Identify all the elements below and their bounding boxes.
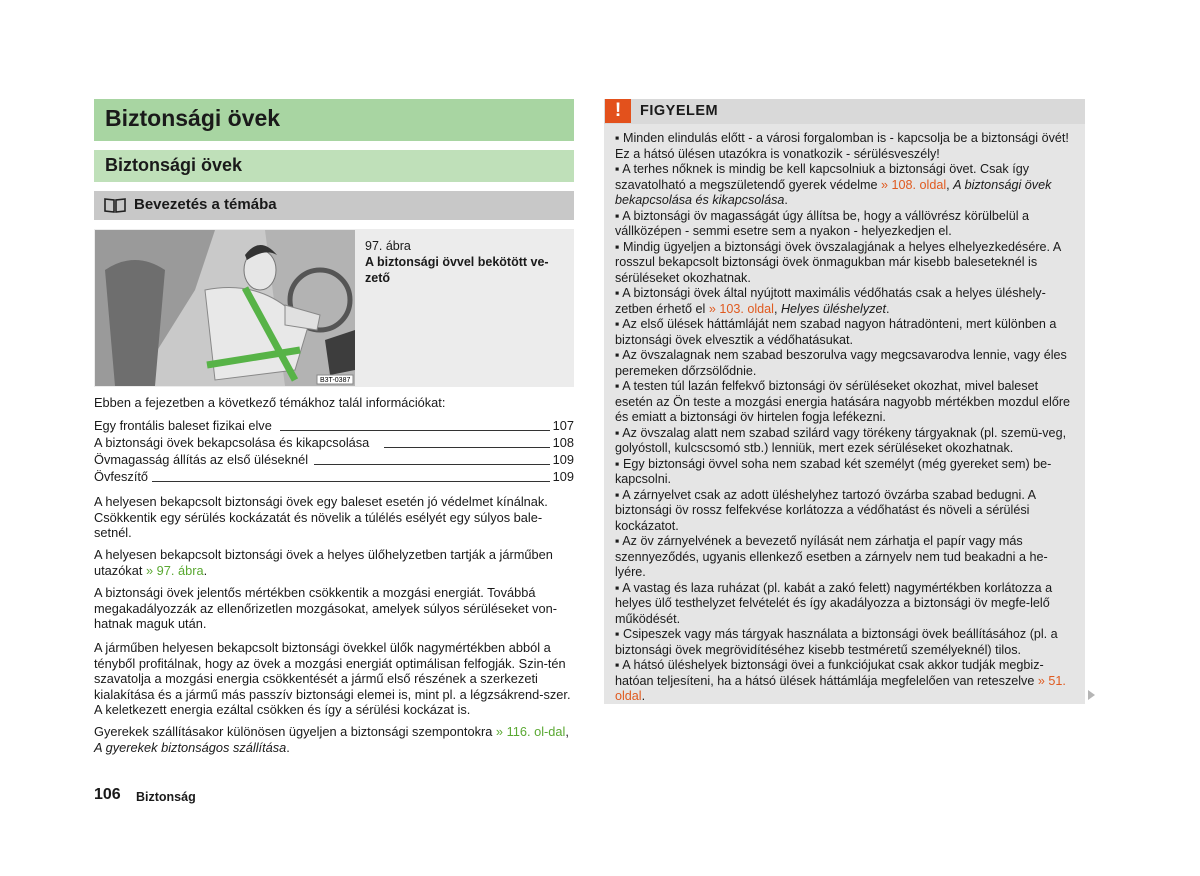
warning-item: ▪ A vastag és laza ruházat (pl. kabát a zakó felett) nagymértékben korlátozza a helyes ülő testhelyzet felvételét és így akadályozza a biztonsági öv megfe-lelő működését. (615, 580, 1053, 626)
warning-item: ▪ Mindig ügyeljen a biztonsági övek övszalagjának a helyes elhelyezkedésére. A rosszul bekapcsolt biztonsági övek önmagukban már kisebb baleseteknél is sérüléseket okozhatnak. (615, 239, 1061, 285)
figure-image (95, 230, 355, 386)
subsection-heading: Bevezetés a témába (94, 191, 574, 220)
chapter-heading: Biztonsági övek (94, 99, 574, 141)
page-link[interactable]: » 116. ol-dal (495, 724, 566, 739)
section-heading: Biztonsági övek (94, 150, 574, 182)
toc-item[interactable]: Övmagasság állítás az első üléseknél 109 (94, 452, 574, 467)
warning-item: ▪ Csipeszek vagy más tárgyak használata a biztonsági övek beállításához (pl. a biztonsági övek megrövidítéséhez kisebb testméretű személyeknél) tilos. (615, 627, 1058, 657)
paragraph: Gyerekek szállításakor különösen ügyeljen a biztonsági szempontokra » 116. ol-dal, A gyerekek biztonságos szállítása. (94, 724, 569, 755)
page-link[interactable]: » 51. oldal (615, 673, 1066, 703)
warning-item: ▪ A biztonsági öv magasságát úgy állítsa be, hogy a vállövrész körülbelül a vállközépen - semmi esetre sem a nyakon - helyezkedjen el. (615, 208, 1030, 238)
warning-item: ▪ A terhes nőknek is mindig be kell kapcsolniuk a biztonsági övet. Csak így szavatolható a megszületendő gyerek védelme » 108. oldal, A biztonsági övek bekapcsolása és kikapcsolása. (615, 162, 1052, 207)
warning-item: ▪ Minden elindulás előtt - a városi forgalomban is - kapcsolja be a biztonsági övét! Ez a hátsó ülésen utazókra is vonatkozik - sérülésveszély! (615, 131, 1069, 161)
figure-number: 97. ábra (365, 239, 411, 253)
toc-item[interactable]: A biztonsági övek bekapcsolása és kikapcsolása 108 (94, 435, 574, 450)
figure-title: A biztonsági övvel bekötött ve-zető (365, 255, 549, 285)
paragraph: A járműben helyesen bekapcsolt biztonsági övekkel ülők nagymértékben abból a tényből profitálnak, hogy az övek a mozgási energiát optimálisan felfogják. Szin-tén szavatolja a mozgási energia csökkentését a jármű első részének a szerkezeti kialakítása és a jármű más passzív biztonsági elemei is, mint pl. a légzsákrend-szer. A keletkezett energia ezáltal csökken és így a sérülési kockázat is. (94, 640, 571, 717)
footer-section: Biztonság (136, 790, 196, 804)
toc-item[interactable]: Egy frontális baleset fizikai elve 107 (94, 418, 574, 433)
warning-list (615, 131, 1075, 705)
exclamation-icon: ! (605, 99, 631, 123)
page-link[interactable]: » 103. oldal (708, 301, 774, 316)
paragraph: A helyesen bekapcsolt biztonsági övek egy baleset esetén jó védelmet kínálnak. Csökkentik egy sérülés kockázatát és növelik a túlélés esélyét egy súlyos bale-setnél. (94, 494, 548, 540)
warning-item: ▪ Egy biztonsági övvel soha nem szabad két személyt (még gyereket sem) be-kapcsolni. (615, 456, 1052, 486)
page-link[interactable]: » 108. oldal (881, 177, 947, 192)
page-number: 106 (94, 786, 121, 803)
warning-item: ▪ Az első ülések háttámláját nem szabad nagyon hátradönteni, mert különben a biztonsági övek elvesztik a védőhatásukat. (615, 317, 1057, 347)
figure-caption (365, 238, 565, 286)
figure-link[interactable]: » 97. ábra (145, 562, 204, 578)
book-icon (104, 197, 126, 213)
warning-item: ▪ Az övszalagnak nem szabad beszorulva vagy megcsavarodva lennie, vagy éles peremeken dőrzsölődnie. (615, 348, 1067, 378)
warning-item: ▪ A zárnyelvet csak az adott üléshelyhez tartozó övzárba szabad bedugni. A biztonsági öv rossz felfekvése korlátozza a védőhatást és növeli a sérülési kockázatot. (615, 487, 1036, 533)
warning-item: ▪ A testen túl lazán felfekvő biztonsági öv sérüléseket okozhat, mivel baleset esetén az Ön teste a mozgási energia hatására nagyobb mértékben mozdul előre és emiatt a biztonsági öv hirtelen fogja lefékezni. (615, 379, 1071, 424)
continue-arrow-icon (1088, 690, 1095, 700)
paragraph: A biztonsági övek jelentős mértékben csökkentik a mozgási energiát. Továbbá megakadályozzák az ellenőrizetlen mozgásokat, amelyek súlyos sérüléseket von-hatnak maguk után. (94, 585, 558, 631)
warning-item: ▪ A biztonsági övek által nyújtott maximális védőhatás csak a helyes üléshely-zetben érhető el » 103. oldal, Helyes üléshelyzet. (615, 286, 1046, 316)
toc-item[interactable]: Övfeszítő 109 (94, 469, 574, 484)
warning-item: ▪ Az öv zárnyelvének a bevezető nyílását nem zárhatja el papír vagy más szennyeződés, ugyanis ellenkező esetben a zárnyelv nem tud beakadni a he-lyére. (615, 534, 1048, 579)
warning-item: ▪ A hátsó üléshelyek biztonsági övei a funkciójukat csak akkor tudják megbiz-hatóan teljesíteni, ha a hátsó ülések háttámlája megfelelően van reteszelve » 51. oldal. (615, 658, 1066, 703)
intro-text: Ebben a fejezetben a következő témákhoz talál információkat: (94, 395, 446, 410)
warning-title: FIGYELEM (640, 103, 719, 119)
figure-code: B3T-0387 (320, 377, 351, 384)
paragraph: A helyesen bekapcsolt biztonsági övek a helyes ülőhelyzetben tartják a járműben utazókat » 97. ábra. (94, 547, 553, 578)
warning-item: ▪ Az övszalag alatt nem szabad szilárd vagy törékeny tárgyaknak (pl. szemü-veg, golyóstoll, kulcscsomó stb.) lenniük, mert ezek sérüléseket okozhatnak. (615, 425, 1067, 455)
